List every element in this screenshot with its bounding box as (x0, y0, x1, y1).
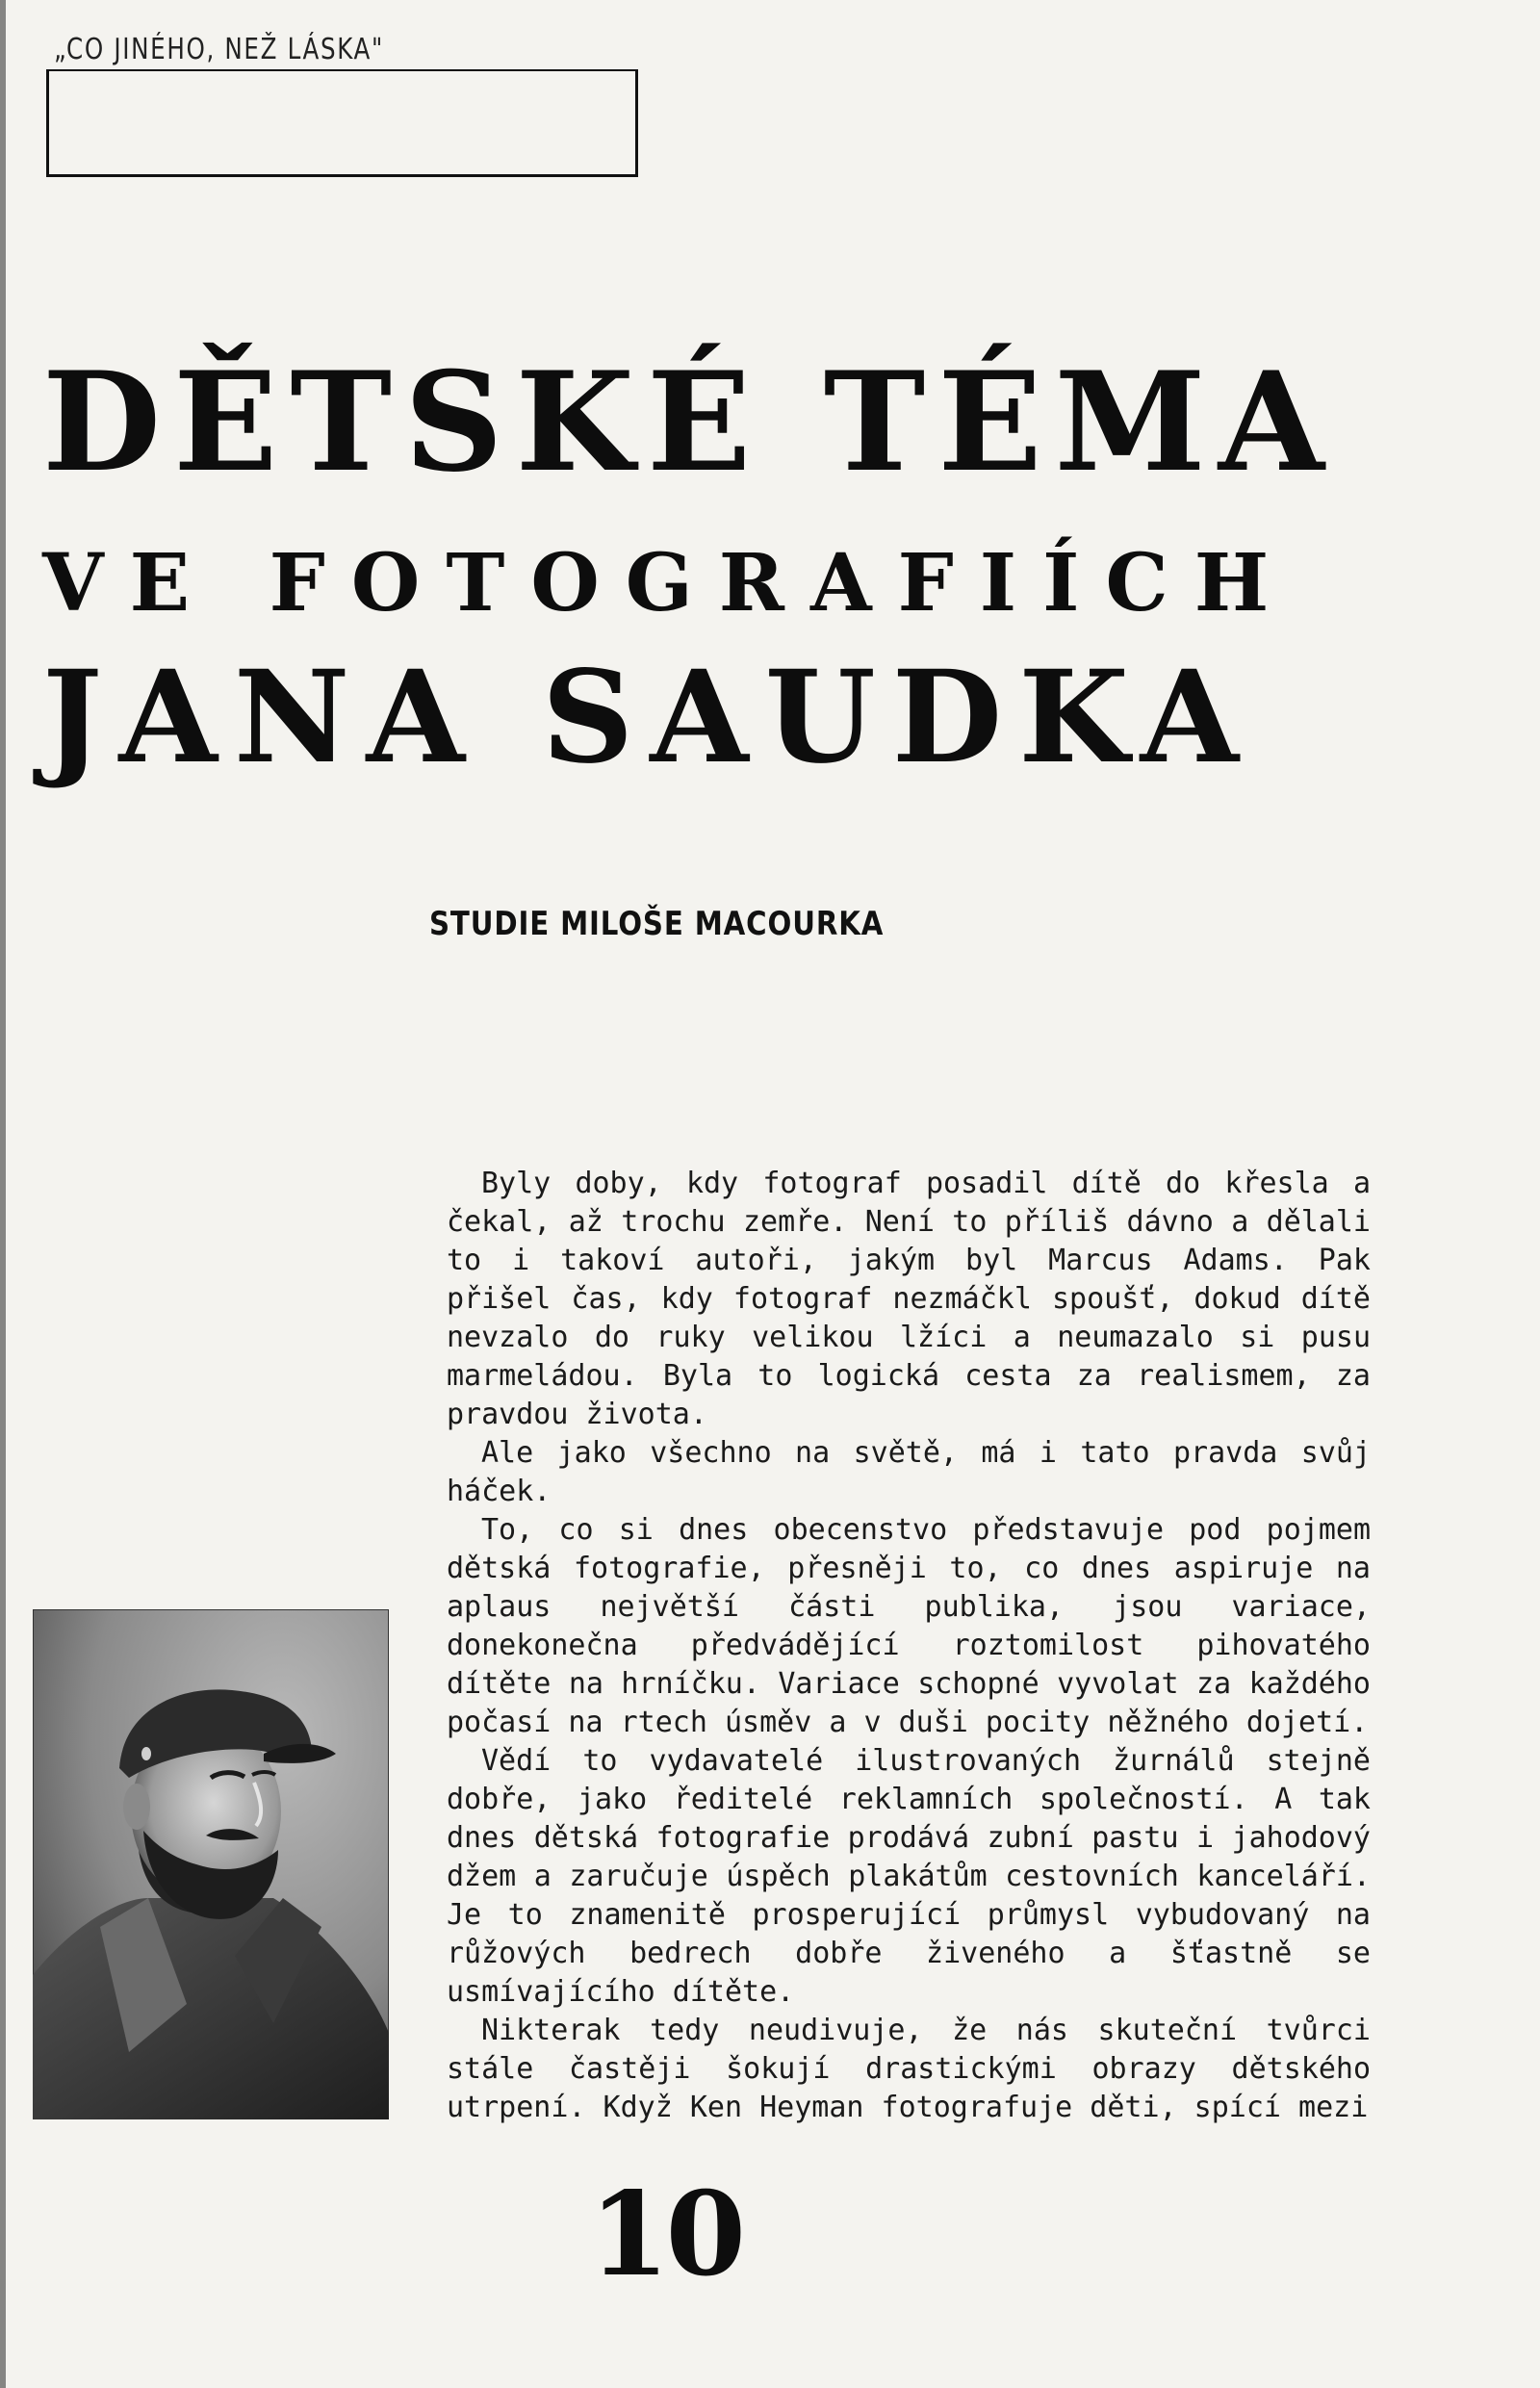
byline: STUDIE MILOŠE MACOURKA (429, 905, 885, 943)
page-number: 10 (589, 2167, 742, 2302)
page-binding-edge (0, 0, 6, 2388)
article-paragraph: Nikterak tedy neudivuje, že nás skuteční tvůrci stále častěji šokují drastickými obrazy dětského utrpení. Když Ken Heyman fotografuje děti, spící mezi (447, 2014, 1371, 2124)
series-label: „CO JINÉHO, NEŽ LÁSKA" (54, 33, 384, 66)
article-paragraph: Vědí to vydavatelé ilustrovaných žurnálů stejně dobře, jako ředitelé reklamních společností. A tak dnes dětská fotografie prodává zubní pastu i jahodový džem a zaručuje úspěch plakátům cestovních kanceláří. Je to znamenitě prosperující průmysl vybudovaný na růžových bedrech dobře živeného a šťastně se usmívajícího dítěte. (447, 1744, 1371, 2009)
headline-line-1: DĚTSKÉ TÉMA (42, 343, 1337, 502)
article-paragraph: Ale jako všechno na světě, má i tato pravda svůj háček. (447, 1436, 1371, 1508)
article-paragraph: Byly doby, kdy fotograf posadil dítě do křesla a čekal, až trochu zemře. Není to příliš dávno a dělali to i takoví autoři, jakým byl Marcus Adams. Pak přišel čas, kdy fotograf nezmáčkl spoušť, dokud dítě nevzalo do ruky velikou lžíci a neumazalo si pusu marmeládou. Byla to logická cesta za realismem, za pravdou života. (447, 1167, 1371, 1431)
article-paragraph: To, co si dnes obecenstvo představuje pod pojmem dětská fotografie, přesněji to, co dnes aspiruje na aplaus největší části publika, jsou variace, donekonečna předvádějící roztomilost pihovatého dítěte na hrníčku. Variace schopné vyvolat za každého počasí na rtech úsměv a v duši pocity něžného dojetí. (447, 1513, 1371, 1739)
headline-line-2: VE FOTOGRAFIÍCH (42, 537, 1296, 629)
headline-line-3: JANA SAUDKA (42, 643, 1256, 792)
author-portrait-photo (33, 1609, 389, 2119)
article-body (447, 1165, 1371, 2127)
series-label-frame (46, 69, 638, 177)
